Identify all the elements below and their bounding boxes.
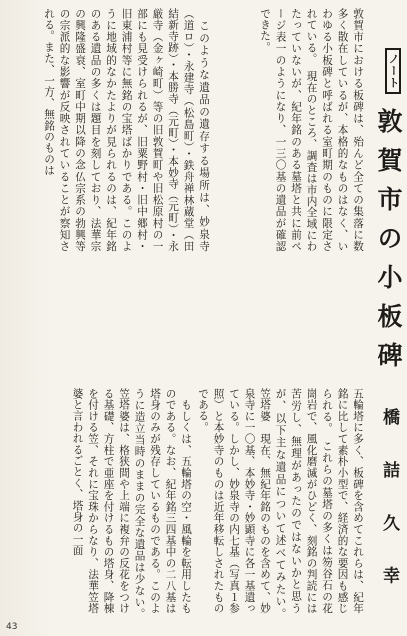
body-text-block (7, 388, 193, 626)
note-badge: ノート (385, 48, 401, 94)
paragraph: 五輪塔に多く、板碑を含めてこれらは、紀年銘に比して素朴小型で、経済的な要因も感じられる。 これらの墓塔の多くは笏谷石の花崗岩で、風化磨滅がひどく、刻銘の判読には苦労し、無理があったのではないかと思うが、以下主な遺品について述べてみたい。 笠塔婆 現在、無紀年銘のものを含めて、妙泉寺に一〇基、本妙寺・妙顕寺に各一基遺っている。しかし、妙泉寺の内七基（写真１参照）と本妙寺のものは近年移転しされたものである。 (197, 388, 364, 626)
body-text-block (197, 388, 365, 626)
paragraph: このような遺品の遺存する場所は、妙泉寺（道ロ）・永建寺（松島町）・鉄舟禅林蔵堂（田結新寺跡）・本勝寺（元町）・本妙寺（元町）・永厳寺（金ヶ崎町）等の旧敦賀町や旧松原村の一部にも見受けられるが、旧粟野村・旧中郷村・旧東浦村等に無銘の宝塔ばかりである。このように地域的なかたよりが見られるのは、紀年銘のある遺品の多くは題目を刻しており、法華宗の興隆盛衰、室町中期以降の念仏宗系の勃興等の宗派的な影響が反映されていることが察知される。また、一方、無銘のものは (43, 8, 210, 252)
body-text-block (221, 8, 365, 252)
author-name: 橋 詰 久 幸 (379, 408, 399, 599)
body-text-block (11, 8, 211, 252)
article-title: 敦賀市の小板碑 (374, 108, 403, 381)
section-divider (4, 376, 364, 377)
paragraph: もしくは、五輪塔の空・風輪を転用したものである。なお、紀年銘三四基中の二八基は塔身のみが残存しているものである。このように造立当時のままの完全な遺品は少ない。 笠塔婆は、格狭間や上端に複弁の反花をつける基礎、方柱で亜座を付けるもの塔身、降棟を付ける笠、それに宝珠からなり、法華笠塔婆と言われるごとく、塔身の一面 (71, 388, 192, 626)
page-number: 43 (6, 622, 18, 632)
paragraph: 敦賀市における板碑は、殆んど全ての集落に数多く散在しているが、本格的なものはなく、いわゆる小板碑と呼ばれる室町期のものに限定されている。 現在のところ、調査は市内全域にわたっていないが、紀年銘のある墓塔と共に前ページ表一のようになり、一三〇基の遺品が確認できた。 (259, 8, 364, 252)
